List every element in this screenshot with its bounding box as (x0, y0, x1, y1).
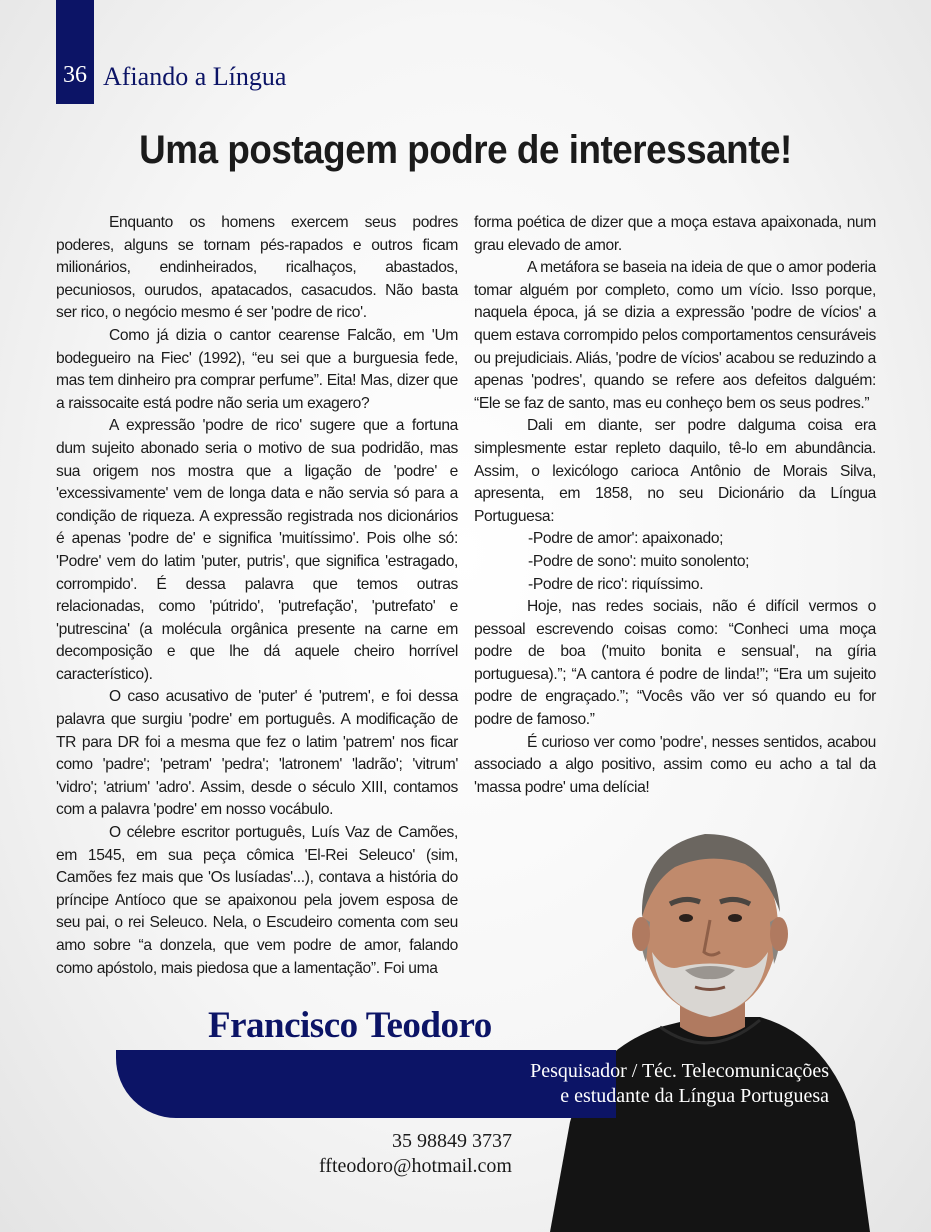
author-photo (540, 822, 880, 1232)
paragraph: Dali em diante, ser podre dalguma coisa era simplesmente estar repleto daquilo, tê-lo em abundância. Assim, o lexicólogo carioca Antônio de Morais Silva, apresenta, em 1858, no seu Dicionário da Língua Portuguesa: (474, 417, 876, 525)
paragraph: A metáfora se baseia na ideia de que o amor poderia tomar alguém por completo, como um vício. Isso porque, naquela época, já se dizia a expressão 'podre de vícios' a quem estava corrompido pelos comportamentos censuráveis ou prejudiciais. Aliás, 'podre de vícios' acabou se reduzindo a apenas 'podres', quando se refere aos defeitos dalguém: “Ele se faz de santo, mas eu conheço bem os seus podres.” (474, 259, 876, 412)
paragraph: É curioso ver como 'podre', nesses sentidos, acabou associado a algo positivo, assim como eu acho a tal da 'massa podre' uma delícia! (474, 733, 876, 796)
article-title: Uma postagem podre de interessante! (139, 128, 792, 172)
article-left-column (56, 212, 458, 980)
paragraph: O célebre escritor português, Luís Vaz de Camões, em 1545, em sua peça cômica 'El-Rei Seleuco' (sim, Camões fez mais que 'Os lusíadas'...), contava a história do príncipe Antíoco que se apaixonou pela jovem esposa de seu pai, o rei Seleuco. Nela, o Escudeiro comenta com seu amo sobre “a donzela, que vem podre de amor, falando como apóstolo, mais piedosa que a lamentação”. Foi uma (56, 824, 458, 977)
paragraph: O caso acusativo de 'puter' é 'putrem', e foi dessa palavra que surgiu 'podre' em português. A modificação de TR para DR foi a mesma que fez o latim 'patrem' nos ficar como 'padre'; 'petram' 'pedra'; 'latronem' 'ladrão'; 'vitrum' 'vidro'; 'atrium' 'adro'. Assim, desde o século XIII, contamos com a palavra 'podre' em nosso vocábulo. (56, 688, 458, 819)
definition-item: -Podre de sono': muito sonolento; (528, 552, 750, 570)
author-phone: 35 98849 3737 (392, 1130, 512, 1152)
author-email[interactable]: ffteodoro@hotmail.com (318, 1155, 512, 1177)
author-role-line1: Pesquisador / Téc. Telecomunicações (530, 1060, 829, 1082)
paragraph: Hoje, nas redes sociais, não é difícil vermos o pessoal escrevendo coisas como: “Conheci uma moça podre de boa ('muito bonita e sensual', na gíria portuguesa).”; “A cantora é podre de linda!”; “Era um sujeito podre de engraçado.”; “Vocês vão ver só quando eu for podre de famoso.” (474, 598, 876, 729)
page-number: 36 (63, 62, 87, 88)
paragraph: Como já dizia o cantor cearense Falcão, em 'Um bodegueiro na Fiec' (1992), “eu sei que a burguesia fede, mas tem dinheiro pra comprar perfume”. Eita! Mas, dizer que a raissocaite está podre não seria um exagero? (56, 326, 458, 412)
paragraph: Enquanto os homens exercem seus podres poderes, alguns se tornam pés-rapados e outros ficam milionários, endinheirados, ricalhaços, abastados, pecuniosos, ourudos, apatacados, casacudos. Não basta ser rico, o negócio mesmo é ser 'podre de rico'. (56, 214, 458, 322)
definition-item: -Podre de rico': riquíssimo. (528, 575, 704, 593)
section-title: Afiando a Língua (103, 62, 287, 91)
paragraph-continuation: forma poética de dizer que a moça estava apaixonada, num grau elevado de amor. (474, 214, 876, 254)
author-name: Francisco Teodoro (208, 1005, 492, 1046)
paragraph: A expressão 'podre de rico' sugere que a fortuna dum sujeito abonado seria o motivo de sua podridão, mas sua origem nos mostra que a ligação de 'podre' e 'excessivamente' vem de longa data e não servia só para a condição de riqueza. A expressão registrada nos dicionários é apenas 'podre de' e significa 'muitíssimo'. Pois olhe só: 'Podre' vem do latim 'puter, putris', que significa 'estragado, corrompido'. É dessa palavra que temos outras relacionadas, como 'pútrido', 'putrefação', 'putrefato' e 'putrescina' (a molécula orgânica presente na carne em decomposição e que lhe dá aquele cheiro horrível característico). (56, 417, 458, 683)
definition-item: -Podre de amor': apaixonado; (528, 530, 724, 548)
article-right-column (474, 212, 876, 799)
author-role-line2: e estudante da Língua Portuguesa (560, 1085, 829, 1107)
